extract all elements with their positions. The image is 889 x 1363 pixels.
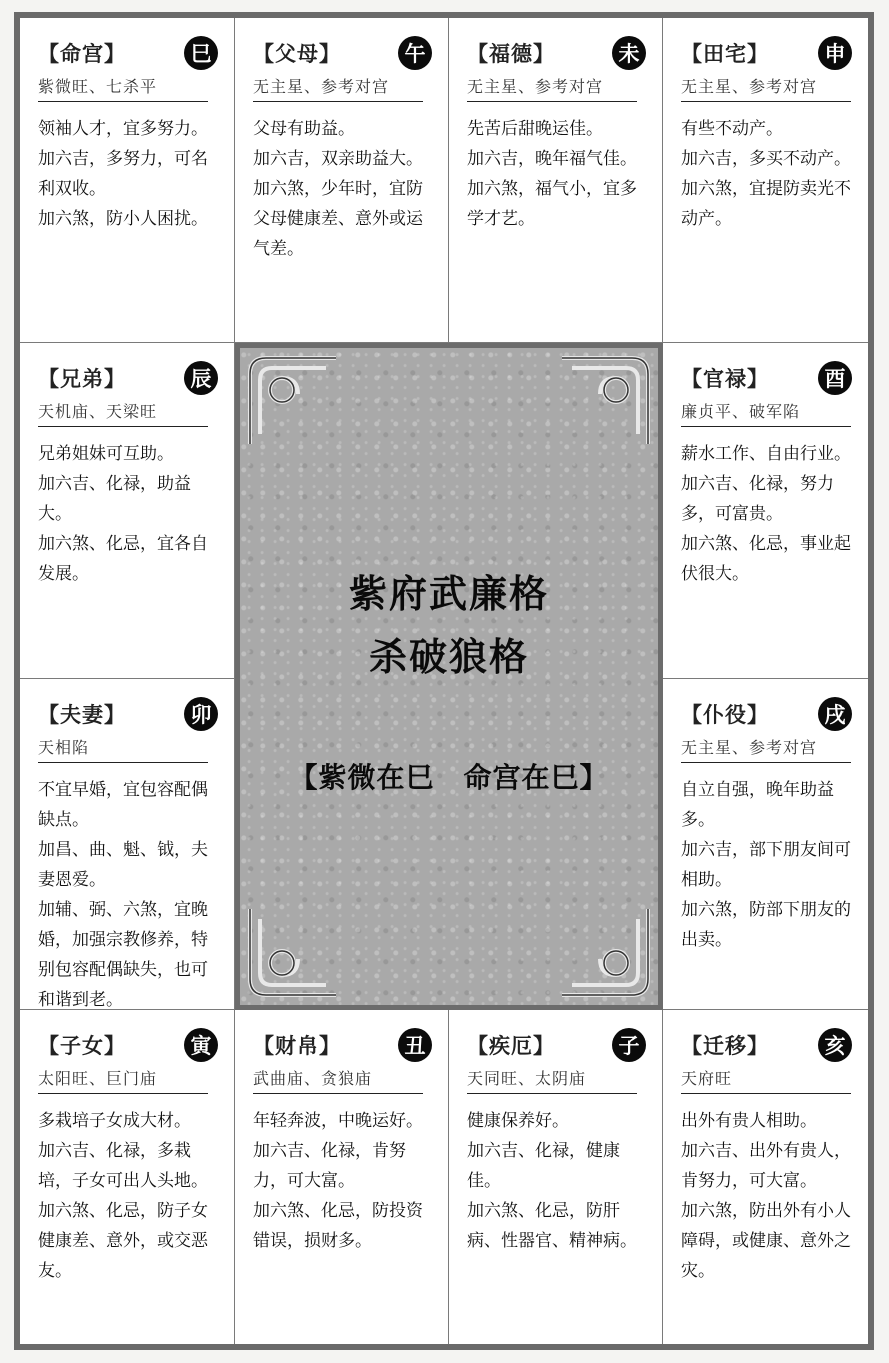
palace-description <box>38 775 213 1010</box>
palace-name: 【仆役】 <box>681 703 769 727</box>
desc-line: 加六吉，双亲助益大。 <box>253 149 423 169</box>
palace-name: 【迁移】 <box>681 1034 769 1058</box>
palace-name: 【子女】 <box>38 1034 126 1058</box>
desc-line: 薪水工作、自由行业。 <box>681 444 851 464</box>
palace-guanlu <box>663 343 868 679</box>
palace-name: 【官禄】 <box>681 367 769 391</box>
desc-line: 加六吉，部下朋友间可相助。 <box>681 840 851 890</box>
desc-line: 多栽培子女成大材。 <box>38 1111 191 1131</box>
palace-name: 【福德】 <box>467 42 555 66</box>
palace-xiongdi <box>20 343 235 679</box>
palace-zinv <box>20 1010 235 1344</box>
palace-description <box>38 114 213 234</box>
main-stars: 天相陷 <box>38 735 208 763</box>
palace-name: 【夫妻】 <box>38 703 126 727</box>
palace-description <box>467 1106 642 1256</box>
palace-header <box>38 1028 224 1062</box>
palace-description <box>38 1106 213 1286</box>
earthly-branch-badge: 午 <box>398 36 432 70</box>
earthly-branch-badge: 未 <box>612 36 646 70</box>
main-stars: 紫微旺、七杀平 <box>38 74 208 102</box>
desc-line: 加六煞、化忌，事业起伏很大。 <box>681 534 851 584</box>
main-stars: 天府旺 <box>681 1066 851 1094</box>
palace-header <box>681 1028 858 1062</box>
earthly-branch-badge: 戌 <box>818 697 852 731</box>
earthly-branch-badge: 亥 <box>818 1028 852 1062</box>
desc-line: 加六吉，多买不动产。 <box>681 149 851 169</box>
desc-line: 加六吉，晚年福气佳。 <box>467 149 637 169</box>
palace-description <box>681 1106 856 1286</box>
desc-line: 出外有贵人相助。 <box>681 1111 817 1131</box>
palace-header <box>467 36 652 70</box>
palace-qianyi <box>663 1010 868 1344</box>
desc-line: 自立自强，晚年助益多。 <box>681 780 834 830</box>
palace-name: 【疾厄】 <box>467 1034 555 1058</box>
scroll-ornament-icon <box>246 904 341 999</box>
desc-line: 兄弟姐妹可互助。 <box>38 444 174 464</box>
desc-line: 加辅、弼、六煞，宜晚婚，加强宗教修养，特别包容配偶缺失，也可和谐到老。 <box>38 900 208 1010</box>
palace-jie <box>449 1010 663 1344</box>
desc-line: 加六煞，少年时，宜防父母健康差、意外或运气差。 <box>253 179 423 259</box>
palace-name: 【兄弟】 <box>38 367 126 391</box>
main-stars: 无主星、参考对宫 <box>253 74 423 102</box>
palace-caibo <box>235 1010 449 1344</box>
earthly-branch-badge: 丑 <box>398 1028 432 1062</box>
palace-header <box>253 36 438 70</box>
desc-line: 加六吉、化禄，肯努力，可大富。 <box>253 1141 406 1191</box>
desc-line: 加六煞、化忌，防投资错误，损财多。 <box>253 1201 423 1251</box>
desc-line: 加六煞，防小人困扰。 <box>38 209 208 229</box>
desc-line: 先苦后甜晚运佳。 <box>467 119 603 139</box>
main-stars: 无主星、参考对宫 <box>681 74 851 102</box>
desc-line: 加六煞，宜提防卖光不动产。 <box>681 179 851 229</box>
palace-name: 【财帛】 <box>253 1034 341 1058</box>
main-stars: 无主星、参考对宫 <box>467 74 637 102</box>
palace-description <box>253 1106 428 1256</box>
desc-line: 加六煞、化忌，防子女健康差、意外，或交恶友。 <box>38 1201 208 1281</box>
desc-line: 加六煞，防出外有小人障碍，或健康、意外之灾。 <box>681 1201 851 1281</box>
palace-ming <box>20 18 235 343</box>
main-stars: 天机庙、天梁旺 <box>38 399 208 427</box>
palace-header <box>38 36 224 70</box>
desc-line: 加六煞，福气小，宜多学才艺。 <box>467 179 637 229</box>
earthly-branch-badge: 酉 <box>818 361 852 395</box>
desc-line: 领袖人才，宜多努力。 <box>38 119 208 139</box>
main-stars: 廉贞平、破军陷 <box>681 399 851 427</box>
main-stars: 武曲庙、贪狼庙 <box>253 1066 423 1094</box>
scroll-ornament-icon <box>246 354 341 449</box>
scroll-ornament-icon <box>557 354 652 449</box>
palace-header <box>681 361 858 395</box>
desc-line: 加六吉、化禄，助益大。 <box>38 474 191 524</box>
palace-chart <box>14 12 874 1350</box>
main-stars: 太阳旺、巨门庙 <box>38 1066 208 1094</box>
palace-header <box>38 361 224 395</box>
palace-header <box>467 1028 652 1062</box>
desc-line: 加六煞、化忌，防肝病、性器官、精神病。 <box>467 1201 637 1251</box>
palace-description <box>467 114 642 234</box>
palace-fumu <box>235 18 449 343</box>
main-stars: 无主星、参考对宫 <box>681 735 851 763</box>
desc-line: 加六吉、化禄，多栽培，子女可出人头地。 <box>38 1141 208 1191</box>
pattern-title-line2: 杀破狼格 <box>368 634 529 679</box>
desc-line: 加六吉、化禄，努力多，可富贵。 <box>681 474 834 524</box>
earthly-branch-badge: 卯 <box>184 697 218 731</box>
palace-name: 【父母】 <box>253 42 341 66</box>
palace-header <box>681 697 858 731</box>
desc-line: 年轻奔波，中晚运好。 <box>253 1111 423 1131</box>
pattern-subtitle: 【紫微在巳 命宫在巳】 <box>289 761 609 794</box>
earthly-branch-badge: 巳 <box>184 36 218 70</box>
palace-header <box>38 697 224 731</box>
palace-name: 【命宫】 <box>38 42 126 66</box>
desc-line: 加六吉、化禄，健康佳。 <box>467 1141 620 1191</box>
palace-header <box>253 1028 438 1062</box>
earthly-branch-badge: 子 <box>612 1028 646 1062</box>
main-stars: 天同旺、太阴庙 <box>467 1066 637 1094</box>
palace-description <box>681 114 856 234</box>
earthly-branch-badge: 寅 <box>184 1028 218 1062</box>
pattern-center-panel <box>235 343 663 1010</box>
desc-line: 加六吉，多努力，可名利双收。 <box>38 149 208 199</box>
palace-fude <box>449 18 663 343</box>
palace-name: 【田宅】 <box>681 42 769 66</box>
desc-line: 父母有助益。 <box>253 119 355 139</box>
desc-line: 加六煞、化忌，宜各自发展。 <box>38 534 208 584</box>
palace-description <box>681 775 856 955</box>
palace-fuqi <box>20 679 235 1010</box>
palace-description <box>38 439 213 589</box>
palace-puyi <box>663 679 868 1010</box>
palace-header <box>681 36 858 70</box>
pattern-title-line1: 紫府武廉格 <box>348 571 549 616</box>
palace-tianzhai <box>663 18 868 343</box>
earthly-branch-badge: 申 <box>818 36 852 70</box>
desc-line: 加六煞，防部下朋友的出卖。 <box>681 900 851 950</box>
desc-line: 不宜早婚，宜包容配偶缺点。 <box>38 780 208 830</box>
desc-line: 加昌、曲、魁、钺，夫妻恩爱。 <box>38 840 208 890</box>
desc-line: 加六吉、出外有贵人，肯努力，可大富。 <box>681 1141 851 1191</box>
earthly-branch-badge: 辰 <box>184 361 218 395</box>
desc-line: 健康保养好。 <box>467 1111 569 1131</box>
scroll-ornament-icon <box>557 904 652 999</box>
palace-description <box>253 114 428 264</box>
palace-description <box>681 439 856 589</box>
desc-line: 有些不动产。 <box>681 119 783 139</box>
